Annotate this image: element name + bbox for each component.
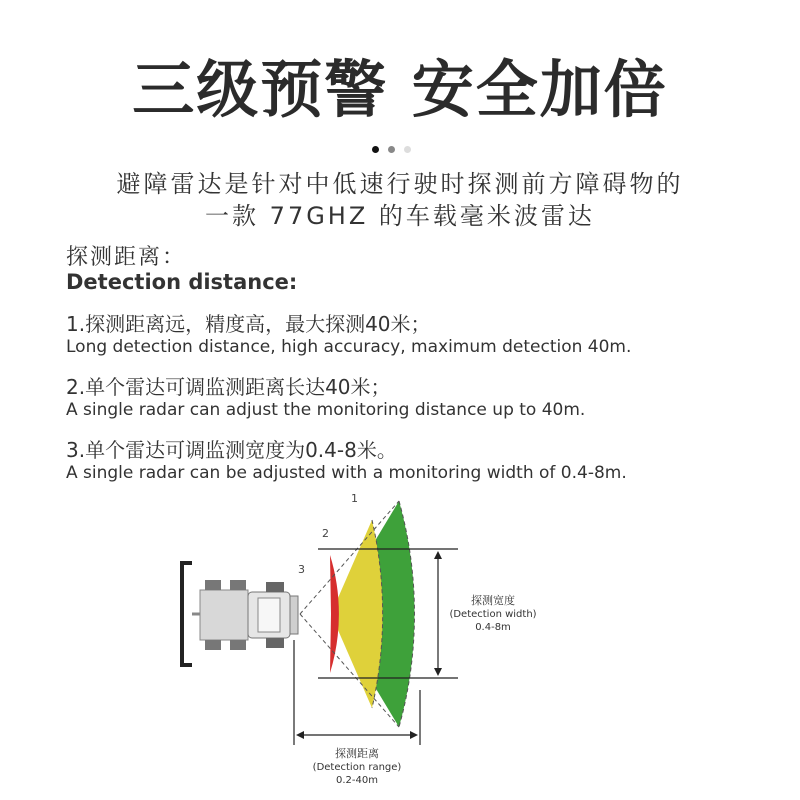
feature-1-cn: 1.探测距离远，精度高，最大探测40米； [66, 312, 431, 336]
zone-label-3: 3 [298, 563, 305, 576]
feature-2-cn: 2.单个雷达可调监测距离长达40米； [66, 375, 391, 399]
intro-line-1: 避障雷达是针对中低速行驶时探测前方障碍物的 [116, 170, 684, 198]
feature-3-cn: 3.单个雷达可调监测宽度为0.4-8米。 [66, 438, 397, 462]
zone-label-1: 1 [351, 492, 358, 505]
feature-1-en: Long detection distance, high accuracy, maximum detection 40m. [66, 337, 632, 357]
width-label-en: (Detection width) [449, 609, 537, 620]
width-label-cn: 探测宽度 [471, 594, 515, 607]
page-title: 三级预警 安全加倍 [132, 53, 668, 126]
range-value: 0.2-40m [336, 775, 378, 786]
range-label-cn: 探测距离 [335, 747, 379, 760]
zone-label-2: 2 [322, 527, 329, 540]
range-label-en: (Detection range) [312, 762, 402, 773]
vehicle-icon [182, 563, 298, 665]
feature-2-en: A single radar can adjust the monitoring distance up to 40m. [66, 400, 586, 420]
width-value: 0.4-8m [475, 622, 511, 633]
section-heading-en: Detection distance: [66, 270, 298, 294]
section-heading-cn: 探测距离： [66, 245, 187, 270]
feature-3-en: A single radar can be adjusted with a monitoring width of 0.4-8m. [66, 463, 627, 483]
intro-line-2: 一款 77GHZ 的车载毫米波雷达 [205, 202, 595, 230]
zone-3-red [330, 555, 339, 673]
